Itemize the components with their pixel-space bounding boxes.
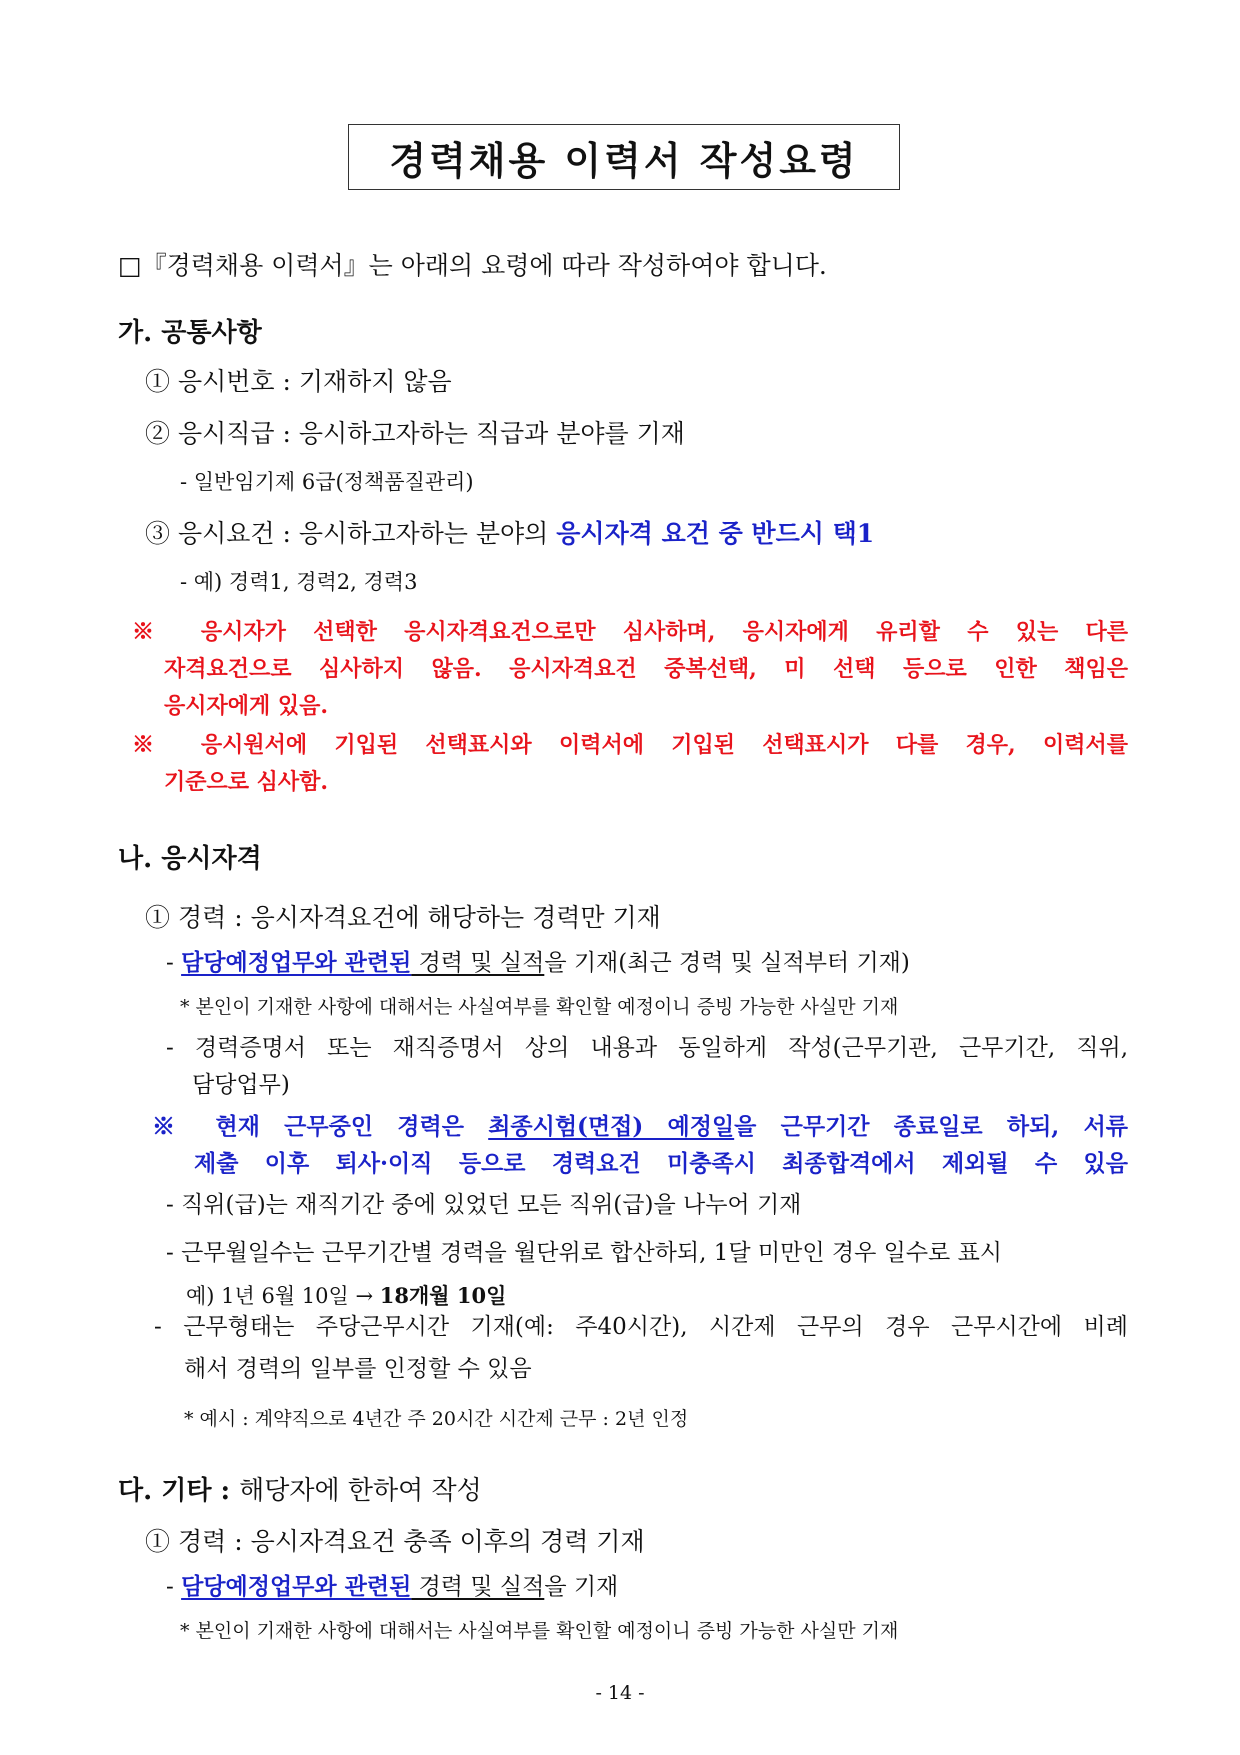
section-b-item-1: ① 경력 : 응시자격요건에 해당하는 경력만 기재	[145, 903, 661, 932]
section-b-dash-5-line-1: - 근무형태는 주당근무시간 기재(예: 주40시간), 시간제 근무의 경우 근무시간에 비례	[154, 1314, 1128, 1340]
section-b-dash-4: - 근무월일수는 근무기간별 경력을 월단위로 합산하되, 1달 미만인 경우 일수로 표시	[166, 1240, 1003, 1266]
section-c-dash-1	[166, 1568, 618, 1601]
document-title: 경력채용 이력서 작성요령	[348, 124, 900, 190]
section-b-dash-1-underlined: 경력 및 실적	[411, 950, 545, 976]
section-c-dash-1-emphasis: 담당예정업무와 관련된	[181, 1573, 412, 1600]
section-a-note-2	[132, 727, 1128, 801]
section-a-item-3-prefix: ③ 응시요건 : 응시하고자하는 분야의	[145, 519, 557, 548]
note-1-line-2: 자격요건으로 심사하지 않음. 응시자격요건 중복선택, 미 선택 등으로 인한 책임은	[164, 656, 1128, 682]
section-a-item-2: ② 응시직급 : 응시하고자하는 직급과 분야를 기재	[145, 419, 685, 448]
blue-note-line-1-underlined: 최종시험(면접) 예정일	[488, 1113, 735, 1140]
section-a-item-2-sub: - 일반임기제 6급(정책품질관리)	[180, 470, 474, 494]
section-c-dash-1-tail: 을 기재	[544, 1574, 619, 1600]
example-result: 18개월 10일	[379, 1283, 507, 1308]
section-b-blue-note	[152, 1108, 1128, 1182]
section-b-dash-1-tail: 을 기재(최근 경력 및 실적부터 기재)	[544, 950, 910, 976]
section-a-item-1: ① 응시번호 : 기재하지 않음	[145, 367, 452, 396]
section-b-heading: 나. 응시자격	[118, 844, 262, 874]
section-b-dash-1-emphasis: 담당예정업무와 관련된	[181, 949, 412, 976]
dash-marker: -	[166, 1574, 182, 1600]
section-b-dash-5-note: * 예시 : 계약직으로 4년간 주 20시간 시간제 근무 : 2년 인정	[184, 1408, 689, 1430]
section-a-item-3-emphasis: 응시자격 요건 중 반드시 택1	[556, 519, 875, 548]
section-c-dash-1-note: * 본인이 기재한 사항에 대해서는 사실여부를 확인할 예정이니 증빙 가능한 사실만 기재	[180, 1620, 899, 1642]
section-a-item-3	[145, 514, 874, 550]
section-a-item-3-sub: - 예) 경력1, 경력2, 경력3	[180, 570, 418, 594]
note-2-line-2: 기준으로 심사함.	[164, 769, 329, 795]
section-c-item-1: ① 경력 : 응시자격요건 충족 이후의 경력 기재	[145, 1527, 645, 1556]
section-b-dash-2-line-2: 담당업무)	[192, 1072, 290, 1098]
blue-note-line-1-b: 을 근무기간 종료일로 하되, 서류	[734, 1113, 1128, 1140]
page-number: - 14 -	[595, 1682, 645, 1704]
section-c-dash-1-underlined: 경력 및 실적	[411, 1574, 545, 1600]
blue-note-line-2: 제출 이후 퇴사·이직 등으로 경력요건 미충족시 최종합격에서 제외될 수 있음	[194, 1150, 1128, 1177]
section-a-heading: 가. 공통사항	[118, 318, 262, 348]
section-c-heading-desc: 해당자에 한하여 작성	[239, 1476, 482, 1506]
intro-text: □『경력채용 이력서』는 아래의 요령에 따라 작성하여야 합니다.	[118, 251, 827, 280]
section-b-dash-5	[154, 1306, 1128, 1390]
section-b-dash-2-line-1: - 경력증명서 또는 재직증명서 상의 내용과 동일하게 작성(근무기관, 근무기간, 직위,	[166, 1035, 1128, 1061]
section-b-dash-1-note: * 본인이 기재한 사항에 대해서는 사실여부를 확인할 예정이니 증빙 가능한 사실만 기재	[180, 996, 899, 1018]
note-1-line-1: ※ 응시자가 선택한 응시자격요건으로만 심사하며, 응시자에게 유리할 수 있는 다른	[132, 619, 1128, 645]
example-prefix: 예) 1년 6월 10일 →	[186, 1284, 380, 1308]
section-c-heading	[118, 1470, 482, 1507]
blue-note-line-1	[152, 1108, 1128, 1145]
section-b-dash-5-line-2: 해서 경력의 일부를 인정할 수 있음	[184, 1356, 532, 1382]
blue-note-line-1-a: ※ 현재 근무중인 경력은	[152, 1113, 489, 1140]
note-2-line-1: ※ 응시원서에 기입된 선택표시와 이력서에 기입된 선택표시가 다를 경우, 이력서를	[132, 732, 1128, 758]
section-c-heading-label: 다. 기타 :	[118, 1476, 240, 1506]
dash-marker: -	[166, 950, 182, 976]
section-b-dash-3: - 직위(급)는 재직기간 중에 있었던 모든 직위(급)을 나누어 기재	[166, 1192, 802, 1218]
section-b-dash-1	[166, 944, 910, 977]
note-1-line-3: 응시자에게 있음.	[164, 693, 329, 719]
section-b-dash-2	[166, 1030, 1128, 1104]
section-a-note-1	[132, 614, 1128, 725]
